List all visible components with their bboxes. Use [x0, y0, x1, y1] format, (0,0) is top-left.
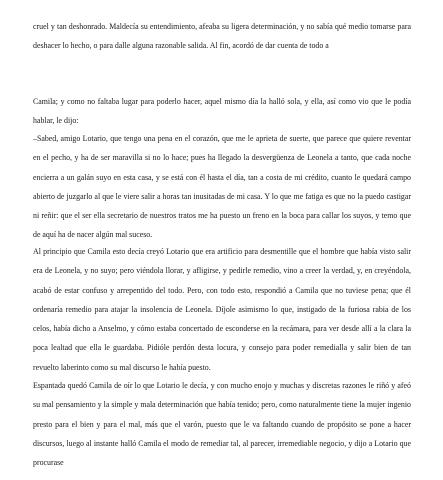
- paragraph-2: Camila; y como no faltaba lugar para poderlo hacer, aquel mismo día la halló sola, y ella, así como vio que le podía hablar, le dijo:: [33, 97, 411, 126]
- paragraph-3: –Sabed, amigo Lotario, que tengo una pena en el corazón, que me le aprieta de suerte, que parece que quiere reventar en el pecho, y ha de ser maravilla si no lo hace; pues ha llegado la desvergüenza de Leonela a tanto, que cada noche encierra a un galán suyo en esta casa, y se está con él hasta el día, tan a costa de mi crédito, cuanto le quedará campo abierto de juzgarlo al que le viere salir a horas tan inusitadas de mi casa. Y lo que me fatiga es que no la puedo castigar ni reñir: que el ser ella secretario de nuestros tratos me ha puesto un freno en la boca para callar los suyos, y temo que de aquí ha de nacer algún mal suceso.: [33, 134, 411, 240]
- paragraph-5: Espantada quedó Camila de oír lo que Lotario le decía, y con mucho enojo y muchas y discretas razones le riñó y afeó su mal pensamiento y la simple y mala determinación que había tenido; pero, como naturalmente tiene la mujer ingenio presto para el bien y para el mal, más que el varón, puesto que le va faltando cuando de propósito se pone a hacer discursos, luego al instante halló Camila el modo de remediar tal, al parecer, irremediable negocio, y dijo a Lotario que procurase: [33, 381, 411, 468]
- paragraph-4: Al principio que Camila esto decía creyó Lotario que era artificio para desmentille que el hombre que había visto salir era de Leonela, y no suyo; pero viéndola llorar, y afligirse, y pedirle remedio, vino a creer la verdad, y, en creyéndola, acabó de estar confuso y arrepentido del todo. Pero, con todo esto, respondió a Camila que no tuviese pena; que él ordenaría remedio para atajar la insolencia de Leonela. Díjole asimismo lo que, instigado de la furiosa rabia de los celos, había dicho a Anselmo, y cómo estaba concertado de esconderse en la recámara, para ver desde allí a la clara la poca lealtad que ella le guardaba. Pidióle perdón desta locura, y consejo para poder remedialla y salir bien de tan revuelto laberinto como su mal discurso le había puesto.: [33, 247, 411, 372]
- paragraph-1: cruel y tan deshonrado. Maldecía su entendimiento, afeaba su ligera determinación, y no sabía qué medio tomarse para deshacer lo hecho, o para dalle alguna razonable salida. Al fin, acordó de dar cuenta de todo a: [33, 22, 411, 51]
